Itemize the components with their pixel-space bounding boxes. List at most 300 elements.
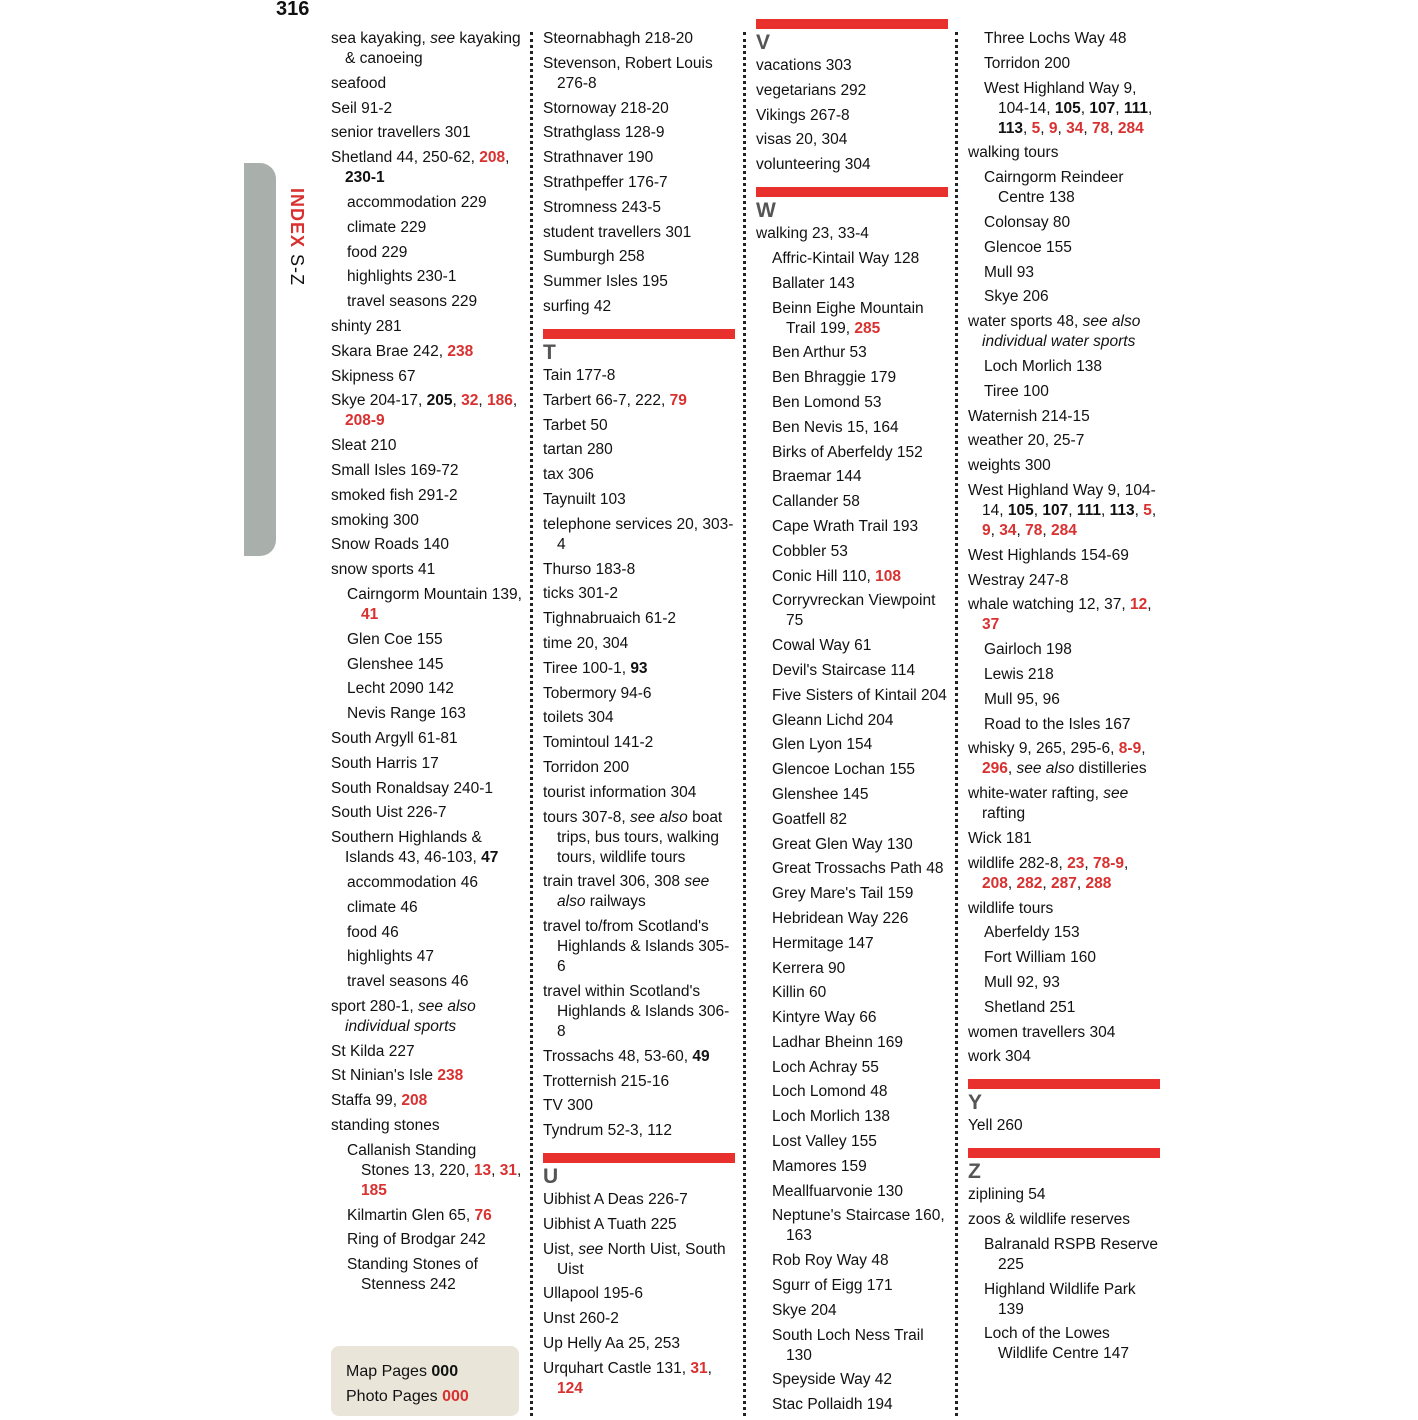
index-subentry bbox=[756, 492, 948, 512]
index-subentry bbox=[756, 1132, 948, 1152]
entry-text: , bbox=[1057, 119, 1067, 137]
index-subentry bbox=[756, 343, 948, 363]
entry-text: see also bbox=[630, 808, 688, 826]
index-subentry bbox=[756, 1276, 948, 1296]
index-entry bbox=[543, 1072, 735, 1092]
index-subentry bbox=[756, 393, 948, 413]
index-subentry bbox=[756, 1251, 948, 1271]
entry-text: Vikings 267-8 bbox=[756, 106, 850, 124]
index-subentry bbox=[331, 1206, 523, 1226]
entry-text: , bbox=[1042, 521, 1051, 539]
entry-text: food 46 bbox=[347, 923, 399, 941]
entry-text: Thurso 183-8 bbox=[543, 560, 636, 578]
index-subentry bbox=[331, 1255, 523, 1295]
entry-text: Uibhist A Deas 226-7 bbox=[543, 1191, 688, 1209]
entry-text: Tiree 100-1, bbox=[543, 659, 631, 677]
letter-heading bbox=[968, 1148, 1160, 1183]
index-entry bbox=[331, 511, 523, 531]
entry-text: Southern Highlands & Islands 43, 46-103, bbox=[331, 829, 482, 867]
index-subentry bbox=[331, 972, 523, 992]
page-ref: 93 bbox=[630, 659, 648, 677]
entry-text: Mull 95, 96 bbox=[984, 690, 1060, 708]
page-ref: 12 bbox=[1130, 596, 1148, 614]
index-entry bbox=[331, 754, 523, 774]
entry-text: Colonsay 80 bbox=[984, 213, 1071, 231]
entry-text: , bbox=[1040, 119, 1049, 137]
entry-text: work 304 bbox=[968, 1048, 1031, 1066]
index-entry bbox=[543, 1215, 735, 1235]
entry-text: Cobbler 53 bbox=[772, 542, 848, 560]
entry-text: travel seasons 229 bbox=[347, 293, 478, 311]
index-entry bbox=[968, 312, 1160, 352]
index-entry bbox=[331, 29, 523, 69]
page-ref: 288 bbox=[1085, 874, 1112, 892]
entry-text: Sleat 210 bbox=[331, 437, 397, 455]
entry-text: tours 307-8, bbox=[543, 808, 631, 826]
index-entry bbox=[331, 99, 523, 119]
index-subentry bbox=[756, 274, 948, 294]
entry-text: Up Helly Aa 25, 253 bbox=[543, 1335, 681, 1353]
page-ref: 284 bbox=[1051, 521, 1077, 539]
index-entry bbox=[543, 708, 735, 728]
entry-text: Ben Arthur 53 bbox=[772, 344, 867, 362]
index-entry bbox=[543, 1309, 735, 1329]
index-entry bbox=[968, 1210, 1160, 1230]
side-tab bbox=[244, 163, 276, 556]
index-subentry bbox=[756, 591, 948, 631]
index-subentry bbox=[756, 418, 948, 438]
index-entry bbox=[543, 584, 735, 604]
entry-text: Ben Lomond 53 bbox=[772, 393, 882, 411]
page-ref: 107 bbox=[1089, 99, 1116, 117]
entry-text: , bbox=[478, 392, 488, 410]
page-ref: 23 bbox=[1067, 854, 1085, 872]
index-subentry bbox=[756, 1082, 948, 1102]
page-ref: 124 bbox=[557, 1379, 583, 1397]
legend-photo-value: 000 bbox=[442, 1388, 469, 1405]
index-subentry bbox=[331, 267, 523, 287]
index-entry bbox=[543, 659, 735, 679]
entry-text: see bbox=[1103, 785, 1129, 803]
index-entry bbox=[543, 366, 735, 386]
page-ref: 113 bbox=[1109, 501, 1135, 519]
entry-text: Westray 247-8 bbox=[968, 571, 1069, 589]
index-subentry bbox=[756, 810, 948, 830]
entry-text: , bbox=[512, 392, 518, 410]
entry-text: Seil 91-2 bbox=[331, 99, 393, 117]
section-bar bbox=[968, 1148, 1160, 1158]
entry-text: Loch Lomond 48 bbox=[772, 1083, 888, 1101]
entry-text: Skye 204-17, bbox=[331, 392, 427, 410]
page-ref: 230-1 bbox=[345, 169, 385, 187]
index-subentry bbox=[968, 357, 1160, 377]
page-ref: 208 bbox=[401, 1092, 428, 1110]
index-subentry bbox=[968, 1280, 1160, 1320]
entry-text: Waternish 214-15 bbox=[968, 407, 1090, 425]
entry-text: , bbox=[1023, 119, 1032, 137]
entry-text: vegetarians 292 bbox=[756, 81, 867, 99]
entry-text: South Argyll 61-81 bbox=[331, 729, 458, 747]
entry-text: Braemar 144 bbox=[772, 468, 862, 486]
entry-text: Cowal Way 61 bbox=[772, 637, 872, 655]
index-entry bbox=[968, 739, 1160, 779]
entry-text: , bbox=[1033, 501, 1043, 519]
index-subentry bbox=[756, 785, 948, 805]
entry-text: Loch Achray 55 bbox=[772, 1058, 879, 1076]
entry-text: weights 300 bbox=[968, 457, 1051, 475]
index-entry bbox=[331, 1091, 523, 1111]
page-ref: 238 bbox=[437, 1067, 464, 1085]
entry-text: , bbox=[1042, 874, 1051, 892]
index-entry bbox=[331, 123, 523, 143]
index-entry bbox=[756, 81, 948, 101]
entry-text: Yell 260 bbox=[968, 1117, 1023, 1135]
index-entry bbox=[543, 490, 735, 510]
index-entry bbox=[331, 729, 523, 749]
index-subentry bbox=[331, 1141, 523, 1201]
index-entry bbox=[543, 634, 735, 654]
index-entry bbox=[543, 54, 735, 94]
index-entry bbox=[968, 854, 1160, 894]
index-entry bbox=[543, 29, 735, 49]
entry-text: West Highland Way 9, 104-14, bbox=[984, 79, 1137, 117]
index-subentry bbox=[331, 218, 523, 238]
entry-text: , bbox=[1080, 99, 1090, 117]
entry-text: Speyside Way 42 bbox=[772, 1371, 893, 1389]
section-letter: Z bbox=[968, 1160, 981, 1184]
index-entry bbox=[756, 130, 948, 150]
index-subentry bbox=[756, 859, 948, 879]
section-bar bbox=[968, 1079, 1160, 1089]
entry-text: Goatfell 82 bbox=[772, 810, 847, 828]
page-ref: 111 bbox=[1076, 501, 1102, 519]
index-subentry bbox=[968, 948, 1160, 968]
page-ref: 78 bbox=[1092, 119, 1110, 137]
index-entry bbox=[331, 828, 523, 868]
index-entry bbox=[968, 1023, 1160, 1043]
index-entry bbox=[543, 297, 735, 317]
entry-text: Callanish Standing Stones 13, 220, bbox=[347, 1141, 477, 1179]
index-entry bbox=[543, 560, 735, 580]
index-subentry bbox=[968, 665, 1160, 685]
index-entry bbox=[543, 1047, 735, 1067]
index-subentry bbox=[756, 760, 948, 780]
page-ref: 47 bbox=[481, 849, 499, 867]
index-subentry bbox=[756, 368, 948, 388]
entry-text: tax 306 bbox=[543, 466, 594, 484]
entry-text: Skipness 67 bbox=[331, 367, 416, 385]
entry-text: Ladhar Bheinn 169 bbox=[772, 1033, 904, 1051]
index-entry bbox=[331, 436, 523, 456]
entry-text: climate 229 bbox=[347, 218, 427, 236]
index-entry bbox=[543, 1190, 735, 1210]
entry-text: Kintyre Way 66 bbox=[772, 1009, 877, 1027]
index-subentry bbox=[756, 1395, 948, 1415]
entry-text: Ring of Brodgar 242 bbox=[347, 1231, 486, 1249]
page-ref: 185 bbox=[361, 1181, 387, 1199]
entry-text: TV 300 bbox=[543, 1097, 593, 1115]
entry-text: , bbox=[1068, 501, 1077, 519]
entry-text: South Uist 226-7 bbox=[331, 804, 447, 822]
page-legend bbox=[331, 1346, 519, 1416]
entry-text: sea kayaking, bbox=[331, 30, 431, 47]
index-entry bbox=[543, 1359, 735, 1399]
index-subentry bbox=[756, 1370, 948, 1390]
index-subentry bbox=[331, 679, 523, 699]
entry-text: boat trips, bus tours, walking tours, wildlife tours bbox=[557, 808, 723, 866]
entry-text: senior travellers 301 bbox=[331, 124, 471, 142]
entry-text: , bbox=[707, 1359, 712, 1377]
page-ref: 5 bbox=[1143, 501, 1152, 519]
index-subentry bbox=[756, 835, 948, 855]
index-entry bbox=[968, 784, 1160, 824]
index-entry bbox=[331, 779, 523, 799]
index-subentry bbox=[968, 382, 1160, 402]
index-entry bbox=[543, 123, 735, 143]
entry-text: Kilmartin Glen 65, bbox=[347, 1206, 475, 1224]
index-entry bbox=[543, 808, 735, 868]
index-subentry bbox=[968, 238, 1160, 258]
entry-text: Unst 260-2 bbox=[543, 1310, 619, 1328]
entry-text: , bbox=[1109, 119, 1118, 137]
entry-text: Road to the Isles 167 bbox=[984, 715, 1131, 733]
entry-text: see also individual sports bbox=[345, 997, 476, 1035]
entry-text: St Ninian's Isle bbox=[331, 1067, 438, 1085]
index-entry bbox=[543, 758, 735, 778]
index-subentry bbox=[968, 168, 1160, 208]
entry-text: tartan 280 bbox=[543, 441, 613, 459]
page-ref: 49 bbox=[692, 1047, 710, 1065]
entry-text: , bbox=[1115, 99, 1124, 117]
index-subentry bbox=[331, 873, 523, 893]
index-entry bbox=[331, 367, 523, 387]
entry-text: accommodation 229 bbox=[347, 193, 487, 211]
entry-text: Lost Valley 155 bbox=[772, 1133, 877, 1151]
section-bar bbox=[756, 19, 948, 29]
index-subentry bbox=[756, 1008, 948, 1028]
entry-text: West Highlands 154-69 bbox=[968, 546, 1129, 564]
index-subentry bbox=[756, 1301, 948, 1321]
entry-text: Urquhart Castle 131, bbox=[543, 1359, 691, 1377]
entry-text: St Kilda 227 bbox=[331, 1042, 415, 1060]
index-subentry bbox=[756, 1058, 948, 1078]
index-subentry bbox=[968, 640, 1160, 660]
page-ref: 13 bbox=[473, 1161, 492, 1179]
page-ref: 186 bbox=[487, 392, 513, 410]
entry-text: North Uist, South Uist bbox=[557, 1240, 726, 1278]
entry-text: , bbox=[1007, 760, 1017, 778]
index-entry bbox=[968, 1047, 1160, 1067]
entry-text: , bbox=[1083, 119, 1093, 137]
index-entry bbox=[543, 1240, 735, 1280]
entry-text: Birks of Aberfeldy 152 bbox=[772, 443, 923, 461]
entry-text: , bbox=[1151, 501, 1157, 519]
page-ref: 296 bbox=[982, 760, 1008, 778]
entry-text: Corryvreckan Viewpoint 75 bbox=[772, 592, 936, 630]
index-entry bbox=[756, 224, 948, 244]
section-letter: V bbox=[756, 31, 771, 54]
index-entry bbox=[543, 99, 735, 119]
index-column-1 bbox=[331, 29, 523, 1300]
entry-text: Cairngorm Reindeer Centre 138 bbox=[984, 169, 1124, 207]
entry-text: Tarbet 50 bbox=[543, 416, 608, 434]
column-divider bbox=[530, 32, 533, 1416]
entry-text: wildlife tours bbox=[968, 899, 1054, 917]
entry-text: see bbox=[430, 30, 456, 47]
index-subentry bbox=[756, 1033, 948, 1053]
entry-text: Glencoe Lochan 155 bbox=[772, 761, 916, 779]
index-column-2 bbox=[543, 29, 735, 1404]
index-subentry bbox=[756, 884, 948, 904]
index-entry bbox=[968, 1116, 1160, 1136]
entry-text: smoked fish 291-2 bbox=[331, 486, 458, 504]
entry-text: see also individual water sports bbox=[982, 313, 1141, 351]
entry-text: Highland Wildlife Park 139 bbox=[984, 1280, 1136, 1318]
index-entry bbox=[331, 486, 523, 506]
entry-text: Glen Coe 155 bbox=[347, 630, 443, 648]
index-entry bbox=[543, 1096, 735, 1116]
index-subentry bbox=[968, 1235, 1160, 1275]
legend-map-value: 000 bbox=[431, 1363, 459, 1380]
side-tab-range: S-Z bbox=[287, 254, 307, 287]
entry-text: Five Sisters of Kintail 204 bbox=[772, 686, 947, 704]
column-divider bbox=[955, 32, 958, 1416]
index-subentry bbox=[756, 1326, 948, 1366]
index-entry bbox=[968, 595, 1160, 635]
entry-text: train travel 306, 308 bbox=[543, 873, 685, 891]
page-ref: 9 bbox=[982, 521, 991, 539]
entry-text: , bbox=[452, 392, 462, 410]
index-entry bbox=[968, 1185, 1160, 1205]
index-entry bbox=[968, 431, 1160, 451]
entry-text: Conic Hill 110, bbox=[772, 567, 876, 585]
entry-text: Strathglass 128-9 bbox=[543, 124, 665, 142]
page-ref: 31 bbox=[499, 1161, 518, 1179]
entry-text: student travellers 301 bbox=[543, 223, 692, 241]
entry-text: Affric-Kintail Way 128 bbox=[772, 249, 920, 267]
entry-text: Tarbert 66-7, 222, bbox=[543, 391, 670, 409]
index-entry bbox=[331, 74, 523, 94]
index-subentry bbox=[756, 517, 948, 537]
index-entry bbox=[543, 391, 735, 411]
entry-text: , bbox=[1141, 740, 1146, 758]
entry-text: see bbox=[578, 1240, 604, 1258]
index-entry bbox=[543, 917, 735, 977]
entry-text: Balranald RSPB Reserve 225 bbox=[984, 1235, 1159, 1273]
entry-text: seafood bbox=[331, 74, 387, 92]
page-ref: 208 bbox=[479, 149, 506, 167]
entry-text: travel within Scotland's Highlands & Islands 306-8 bbox=[543, 982, 730, 1040]
index-entry bbox=[543, 733, 735, 753]
entry-text: ziplining 54 bbox=[968, 1186, 1046, 1204]
entry-text: volunteering 304 bbox=[756, 156, 871, 174]
entry-text: Stromness 243-5 bbox=[543, 198, 662, 216]
entry-text: , bbox=[1134, 501, 1144, 519]
entry-text: Stornoway 218-20 bbox=[543, 99, 669, 117]
index-subentry bbox=[331, 193, 523, 213]
entry-text: South Ronaldsay 240-1 bbox=[331, 779, 494, 797]
page-ref: 37 bbox=[982, 616, 1000, 634]
index-subentry bbox=[968, 287, 1160, 307]
page-ref: 282 bbox=[1016, 874, 1043, 892]
index-entry bbox=[968, 546, 1160, 566]
page-ref: 79 bbox=[669, 391, 687, 409]
entry-text: Gleann Lichd 204 bbox=[772, 711, 894, 729]
entry-text: , bbox=[1123, 854, 1129, 872]
entry-text: Ben Bhraggie 179 bbox=[772, 369, 897, 387]
entry-text: wildlife 282-8, bbox=[968, 854, 1068, 872]
letter-heading bbox=[968, 1079, 1160, 1114]
entry-text: Staffa 99, bbox=[331, 1092, 402, 1110]
entry-text: distilleries bbox=[1074, 760, 1147, 778]
index-entry bbox=[543, 440, 735, 460]
entry-text: , bbox=[1101, 501, 1110, 519]
entry-text: Strathnaver 190 bbox=[543, 149, 654, 167]
index-entry bbox=[331, 342, 523, 362]
entry-text: Sgurr of Eigg 171 bbox=[772, 1277, 893, 1295]
entry-text: , bbox=[517, 1161, 522, 1179]
entry-text: shinty 281 bbox=[331, 317, 402, 335]
entry-text: Beinn Eighe Mountain Trail 199, bbox=[772, 299, 924, 337]
entry-text: , bbox=[505, 149, 510, 167]
index-subentry bbox=[756, 909, 948, 929]
index-entry bbox=[968, 899, 1160, 919]
entry-text: Shetland 251 bbox=[984, 998, 1076, 1016]
page-ref: 34 bbox=[999, 521, 1017, 539]
entry-text: Tiree 100 bbox=[984, 382, 1049, 400]
index-subentry bbox=[968, 1324, 1160, 1364]
entry-text: Wick 181 bbox=[968, 829, 1032, 847]
entry-text: Snow Roads 140 bbox=[331, 536, 450, 554]
entry-text: time 20, 304 bbox=[543, 634, 629, 652]
entry-text: Cairngorm Mountain 139, bbox=[347, 585, 522, 603]
index-entry bbox=[968, 456, 1160, 476]
entry-text: Rob Roy Way 48 bbox=[772, 1252, 889, 1270]
index-entry bbox=[543, 982, 735, 1042]
index-entry bbox=[331, 803, 523, 823]
index-entry bbox=[331, 1116, 523, 1136]
index-subentry bbox=[331, 243, 523, 263]
entry-text: Taynuilt 103 bbox=[543, 490, 626, 508]
page-ref: 78 bbox=[1025, 521, 1043, 539]
entry-text: rafting bbox=[982, 805, 1026, 823]
entry-text: West Highland Way 9, 104-14, bbox=[968, 481, 1156, 519]
page-ref: 238 bbox=[447, 342, 474, 360]
entry-text: travel to/from Scotland's Highlands & Islands 305-6 bbox=[543, 918, 730, 976]
entry-text: white-water rafting, bbox=[968, 785, 1104, 803]
page-ref: 5 bbox=[1031, 119, 1041, 137]
index-subentry bbox=[968, 29, 1160, 49]
index-subentry bbox=[756, 735, 948, 755]
entry-text: visas 20, 304 bbox=[756, 131, 848, 149]
entry-text: , bbox=[1147, 596, 1152, 614]
entry-text: Glenshee 145 bbox=[347, 655, 444, 673]
entry-text: railways bbox=[585, 893, 646, 911]
entry-text: highlights 47 bbox=[347, 948, 435, 966]
entry-text: Tain 177-8 bbox=[543, 366, 616, 384]
letter-heading bbox=[756, 187, 948, 222]
letter-heading bbox=[543, 329, 735, 364]
index-subentry bbox=[756, 299, 948, 339]
column-divider bbox=[743, 32, 746, 1416]
entry-text: kayaking & canoeing bbox=[345, 30, 521, 67]
page-ref: 76 bbox=[474, 1206, 492, 1224]
entry-text: telephone services 20, 303-4 bbox=[543, 515, 734, 553]
entry-text: Mull 93 bbox=[984, 263, 1034, 281]
entry-text: Loch of the Lowes Wildlife Centre 147 bbox=[984, 1325, 1129, 1363]
legend-map-label: Map Pages bbox=[346, 1363, 432, 1380]
entry-text: Trossachs 48, 53-60, bbox=[543, 1047, 693, 1065]
